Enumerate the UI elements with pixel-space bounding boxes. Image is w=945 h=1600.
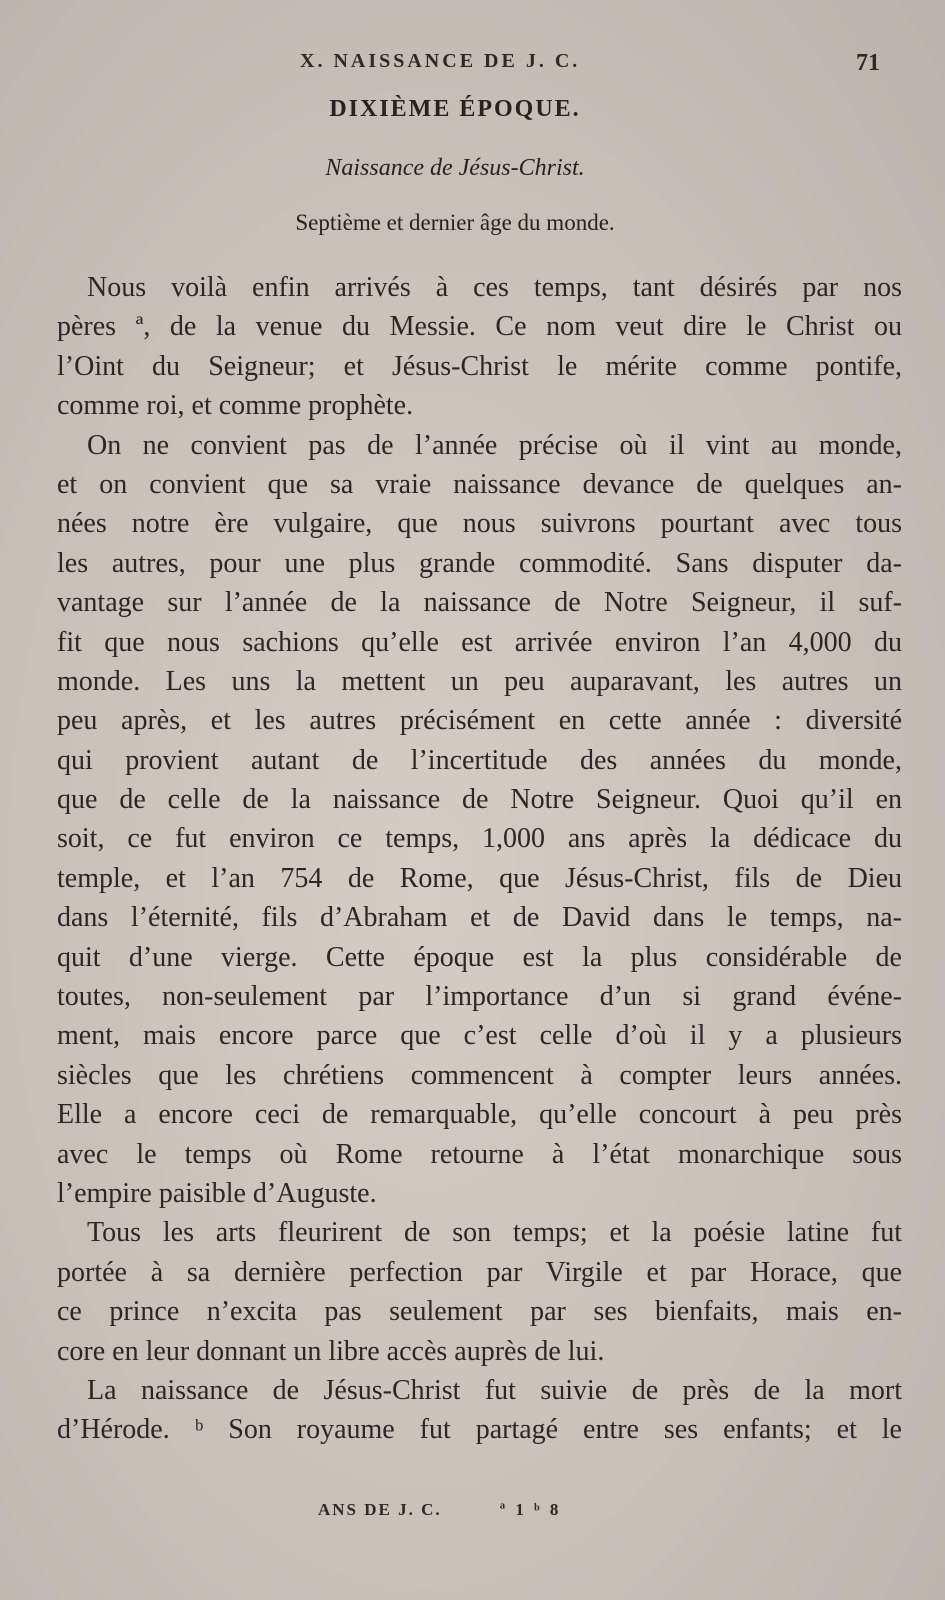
text-line: peu après, et les autres précisément en cette année : diversité: [57, 705, 902, 737]
text-line: et on convient que sa vraie naissance devance de quelques an-: [57, 468, 902, 500]
text-line: Tous les arts fleurirent de son temps; et la poésie latine fut: [87, 1217, 902, 1249]
text-line: quit d’une vierge. Cette époque est la plus considérable de: [57, 941, 902, 973]
text-line: pères ª, de la venue du Messie. Ce nom veut dire le Christ ou: [57, 311, 902, 343]
text-line: nées notre ère vulgaire, que nous suivrons pourtant avec tous: [57, 508, 902, 540]
footer-notes: ª 1 ᵇ 8: [500, 1500, 562, 1519]
text-line: siècles que les chrétiens commencent à compter leurs années.: [57, 1059, 902, 1091]
text-line: temple, et l’an 754 de Rome, que Jésus-Christ, fils de Dieu: [57, 862, 902, 894]
text-line: que de celle de la naissance de Notre Seigneur. Quoi qu’il en: [57, 784, 902, 816]
text-line: ment, mais encore parce que c’est celle d’où il y a plusieurs: [57, 1020, 902, 1052]
footer-years-label: ANS DE J. C.: [318, 1500, 442, 1519]
text-line: Nous voilà enfin arrivés à ces temps, tant désirés par nos: [87, 272, 902, 303]
text-line: comme roi, et comme prophète.: [57, 390, 414, 422]
text-line: portée à sa dernière perfection par Virgile et par Horace, que: [57, 1256, 902, 1288]
body-text: [57, 268, 902, 1450]
text-line: Elle a encore ceci de remarquable, qu’elle concourt à peu près: [57, 1099, 902, 1131]
epoch-title: DIXIÈME ÉPOQUE.: [329, 96, 581, 122]
text-line: On ne convient pas de l’année précise où il vint au monde,: [87, 429, 902, 461]
text-line: dans l’éternité, fils d’Abraham et de David dans le temps, na-: [57, 902, 902, 934]
text-line: vantage sur l’année de la naissance de Notre Seigneur, il suf-: [57, 587, 902, 619]
text-line: avec le temps où Rome retourne à l’état monarchique sous: [57, 1138, 902, 1170]
text-line: ce prince n’excita pas seulement par ses bienfaits, mais en-: [57, 1296, 902, 1328]
text-line: core en leur donnant un libre accès auprès de lui.: [57, 1335, 605, 1367]
page-number: 71: [856, 50, 880, 76]
running-title: X. NAISSANCE DE J. C.: [300, 50, 581, 72]
epoch-subtitle: Naissance de Jésus-Christ.: [325, 155, 585, 181]
page-footer: [0, 1500, 945, 1530]
text-line: monde. Les uns la mettent un peu auparavant, les autres un: [57, 665, 902, 697]
text-line: toutes, non-seulement par l’importance d’un si grand événe-: [57, 981, 902, 1013]
text-line: soit, ce fut environ ce temps, 1,000 ans après la dédicace du: [57, 823, 902, 855]
text-line: l’empire paisible d’Auguste.: [57, 1177, 377, 1209]
text-line: La naissance de Jésus-Christ fut suivie de près de la mort: [87, 1374, 902, 1406]
text-line: l’Oint du Seigneur; et Jésus-Christ le mérite comme pontife,: [57, 350, 902, 382]
text-line: qui provient autant de l’incertitude des années du monde,: [57, 744, 902, 776]
text-line: d’Hérode. ᵇ Son royaume fut partagé entre ses enfants; et le: [57, 1414, 902, 1446]
text-line: les autres, pour une plus grande commodité. Sans disputer da-: [57, 547, 902, 579]
running-head: [0, 50, 945, 86]
age-title: Septième et dernier âge du monde.: [295, 210, 615, 235]
text-line: fit que nous sachions qu’elle est arrivée environ l’an 4,000 du: [57, 626, 902, 658]
